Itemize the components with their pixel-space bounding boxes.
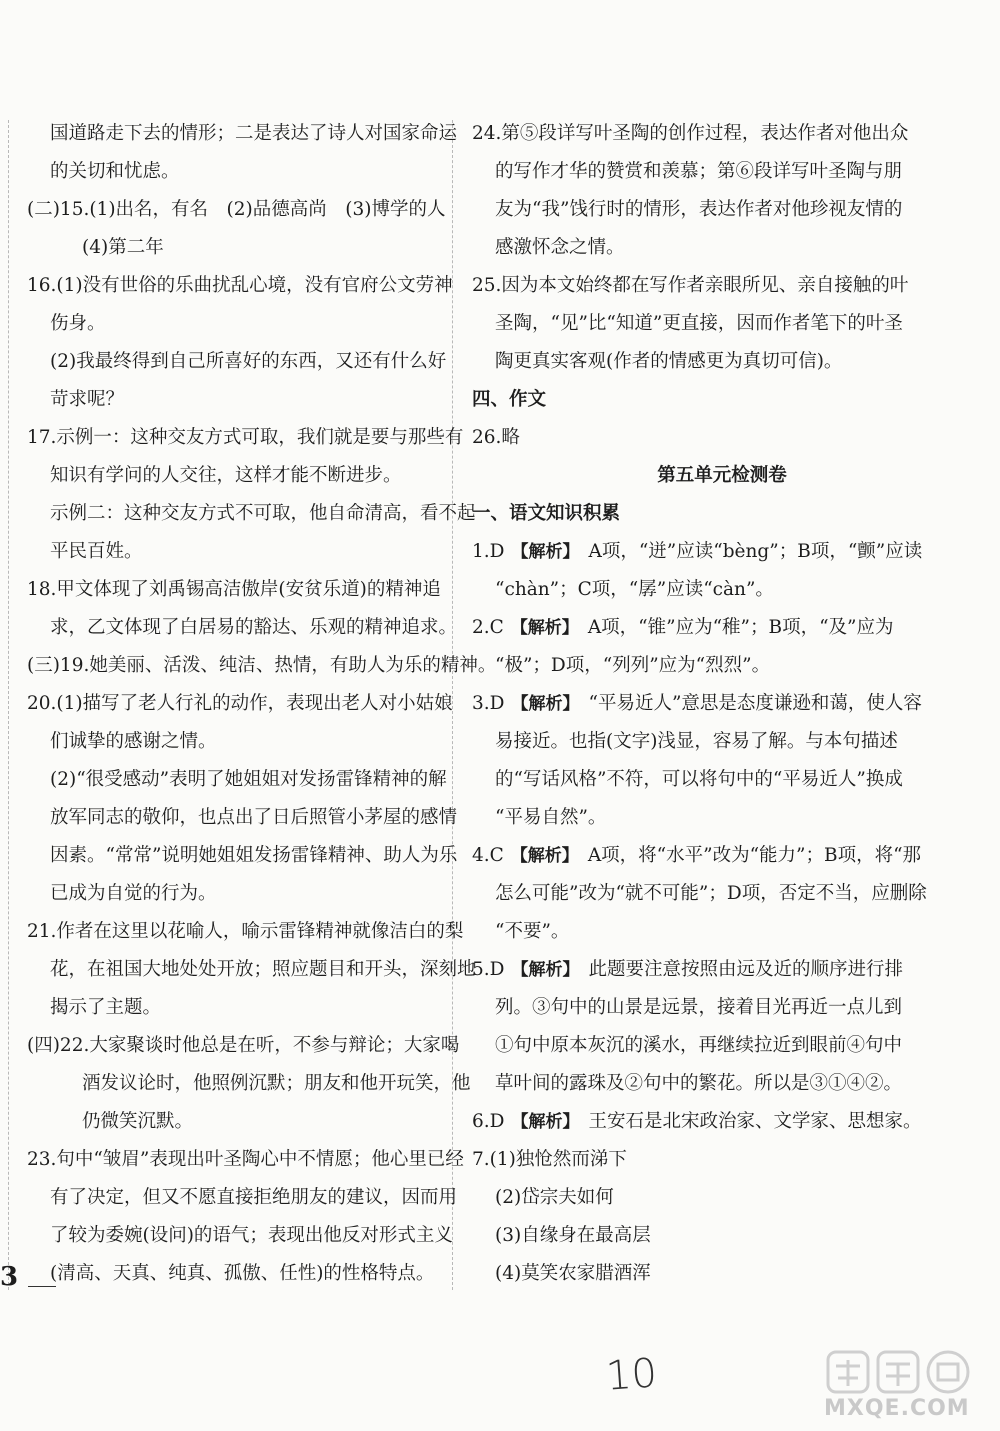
text-line (27, 1141, 464, 1179)
text-line (27, 723, 445, 761)
text-line (27, 305, 445, 343)
line-text: 圣陶，“见”比“知道”更直接，因而作者笔下的叶圣 (495, 313, 903, 334)
line-text: (清高、天真、纯真、孤傲、任性)的性格特点。 (50, 1263, 435, 1284)
text-line (472, 609, 972, 647)
line-text: “平易自然”。 (495, 807, 607, 828)
line-text: 已成为自觉的行为。 (50, 883, 217, 904)
line-text: 揭示了主题。 (50, 997, 162, 1018)
text-line (27, 609, 458, 647)
text-line (27, 875, 445, 913)
line-text: 的关切和忧虑。 (50, 161, 180, 182)
line-text: 易接近。也指(文字)浅显，容易了解。与本句描述 (495, 731, 898, 752)
text-line (27, 533, 445, 571)
line-text: 有了决定，但又不愿直接拒绝朋友的建议，因而用 (50, 1187, 458, 1208)
text-line (472, 1065, 972, 1103)
line-text: “chàn”；C项，“孱”应读“càn”。 (495, 579, 774, 600)
handwritten-note: 10 (604, 1350, 659, 1400)
text-line (472, 115, 972, 153)
page-number: 3 (0, 1262, 19, 1292)
text-line (472, 533, 972, 571)
analysis-tag: 【解析】 (511, 960, 580, 980)
text-line (27, 229, 445, 267)
line-text: 放军同志的敬仰，也点出了日后照管小茅屋的感情 (50, 807, 458, 828)
line-text: 20.(1)描写了老人行礼的动作，表现出老人对小姑娘 (27, 693, 453, 714)
line-text: 第五单元检测卷 (657, 465, 787, 486)
line-text: (2)我最终得到自己所喜好的东西，又还有什么好 (50, 351, 447, 372)
question-number: 6.D (472, 1111, 505, 1132)
text-line (27, 1103, 445, 1141)
line-text: 王安石是北宋政治家、文学家、思想家。 (588, 1111, 922, 1132)
analysis-tag: 【解析】 (511, 542, 580, 562)
line-text: (三)19.她美丽、活泼、纯洁、热情，有助人为乐的精神。 (27, 655, 497, 676)
line-text: (4)第二年 (82, 237, 164, 258)
line-text: A项，将“水平”改为“能力”；B项，将“那 (587, 845, 922, 866)
line-text: 26.略 (472, 427, 520, 448)
line-text: (2)“很受感动”表明了她姐姐对发扬雷锋精神的解 (50, 769, 447, 790)
line-text: 23.句中“皱眉”表现出叶圣陶心中不情愿；他心里已经 (27, 1149, 464, 1170)
line-text: 友为“我”饯行时的情形，表达作者对他珍视友情的 (495, 199, 903, 220)
line-text: 因素。“常常”说明她姐姐发扬雷锋精神、助人为乐 (50, 845, 458, 866)
line-text: 7.(1)独怆然而涕下 (472, 1149, 627, 1170)
line-text: (3)自缘身在最高层 (495, 1225, 651, 1246)
text-line (27, 913, 464, 951)
text-line (27, 1179, 458, 1217)
line-text: 陶更真实客观(作者的情感更为真切可信)。 (495, 351, 843, 372)
line-text: 求，乙文体现了白居易的豁达、乐观的精神追求。 (50, 617, 458, 638)
line-text: “极”；D项，“列列”应为“烈烈”。 (495, 655, 771, 676)
text-line (472, 913, 972, 951)
text-line (472, 837, 972, 875)
line-text: 18.甲文体现了刘禹锡高洁傲岸(安贫乐道)的精神追 (27, 579, 441, 600)
analysis-tag: 【解析】 (510, 846, 579, 866)
text-line (27, 989, 445, 1027)
text-line (27, 343, 445, 381)
text-line (472, 1179, 972, 1217)
line-text: 仍微笑沉默。 (82, 1111, 194, 1132)
line-text: 怎么可能”改为“就不可能”；D项，否定不当，应删除 (495, 883, 927, 904)
line-text: 酒发议论时，他照例沉默；朋友和他开玩笑，他 (82, 1073, 471, 1094)
text-line (472, 1141, 972, 1179)
text-line (472, 761, 972, 799)
line-text: 们诚挚的感谢之情。 (50, 731, 217, 752)
line-text: A项，“锥”应为“稚”；B项，“及”应为 (587, 617, 894, 638)
line-text: “平易近人”意思是态度谦逊和蔼，使人容 (588, 693, 922, 714)
text-line (472, 875, 972, 913)
text-line (27, 799, 458, 837)
line-text: 25.因为本文始终都在写作者亲眼所见、亲自接触的叶 (472, 275, 909, 296)
line-text: A项，“迸”应读“bèng”；B项，“颤”应读 (588, 541, 923, 562)
text-line (27, 191, 445, 229)
line-text: 的“写话风格”不符，可以将句中的“平易近人”换成 (495, 769, 903, 790)
analysis-tag: 【解析】 (511, 694, 580, 714)
line-text: 感激怀念之情。 (495, 237, 625, 258)
line-text: 一、语文知识积累 (472, 503, 621, 524)
right-column (472, 115, 972, 1293)
question-number: 2.C (472, 617, 504, 638)
text-line (27, 267, 453, 305)
line-text: (二)15.(1)出名，有名 (2)品德高尚 (3)博学的人 (27, 199, 446, 220)
line-text: 伤身。 (50, 313, 106, 334)
text-line (472, 191, 972, 229)
line-text: 平民百姓。 (50, 541, 143, 562)
line-text: 16.(1)没有世俗的乐曲扰乱心境，没有官府公文劳神 (27, 275, 453, 296)
text-line (472, 229, 972, 267)
text-line (27, 115, 458, 153)
text-line (472, 647, 972, 685)
line-text: 此题要注意按照由远及近的顺序进行排 (588, 959, 903, 980)
text-line (27, 419, 464, 457)
watermark-logo (812, 1346, 992, 1428)
text-line (472, 951, 972, 989)
line-text: 21.作者在这里以花喻人，喻示雷锋精神就像洁白的梨 (27, 921, 464, 942)
text-line (472, 799, 972, 837)
analysis-tag: 【解析】 (511, 1112, 580, 1132)
line-text: (4)莫笑农家腊酒浑 (495, 1263, 651, 1284)
line-text: 花，在祖国大地处处开放；照应题目和开头，深刻地 (50, 959, 476, 980)
text-line (472, 685, 972, 723)
line-text: “不要”。 (495, 921, 570, 942)
line-text: 列。③句中的山景是远景，接着目光再近一点儿到 (495, 997, 903, 1018)
text-line (472, 153, 972, 191)
question-number: 4.C (472, 845, 504, 866)
text-line (472, 457, 972, 495)
line-text: 17.示例一：这种交友方式可取，我们就是要与那些有 (27, 427, 464, 448)
text-line (472, 305, 972, 343)
watermark-logo-icon (812, 1346, 992, 1398)
line-text: 苛求呢？ (50, 389, 125, 410)
line-text: 24.第⑤段详写叶圣陶的创作过程，表达作者对他出众 (472, 123, 909, 144)
text-line (27, 1255, 445, 1293)
text-line (472, 1103, 972, 1141)
watermark-url: MXQE.COM (824, 1396, 970, 1421)
question-number: 3.D (472, 693, 505, 714)
line-text: 了较为委婉(设问)的语气；表现出他反对形式主义 (50, 1225, 453, 1246)
text-line (27, 685, 453, 723)
question-number: 1.D (472, 541, 505, 562)
line-text: (四)22.大家聚谈时他总是在听，不参与辩论；大家喝 (27, 1035, 460, 1056)
text-line (27, 153, 445, 191)
line-text: 国道路走下去的情形；二是表达了诗人对国家命运 (50, 123, 458, 144)
text-line (27, 951, 476, 989)
text-line (27, 837, 458, 875)
text-line (27, 647, 497, 685)
text-line (472, 723, 972, 761)
line-text: ①句中原本灰沉的溪水，再继续拉近到眼前④句中 (495, 1035, 903, 1056)
text-line (472, 571, 972, 609)
text-line (472, 495, 972, 533)
line-text: 的写作才华的赞赏和羡慕；第⑥段详写叶圣陶与朋 (495, 161, 903, 182)
line-text: 四、作文 (472, 389, 547, 410)
text-line (27, 1027, 460, 1065)
text-line (472, 381, 972, 419)
text-line (472, 343, 972, 381)
text-line (472, 267, 972, 305)
question-number: 5.D (472, 959, 505, 980)
text-line (27, 495, 476, 533)
line-text: 示例二：这种交友方式不可取，他自命清高，看不起 (50, 503, 476, 524)
text-line (27, 1065, 471, 1103)
text-line (472, 1027, 972, 1065)
text-line (27, 761, 445, 799)
text-line (472, 419, 972, 457)
line-text: 知识有学问的人交往，这样才能不断进步。 (50, 465, 402, 486)
analysis-tag: 【解析】 (510, 618, 579, 638)
page-number-rule (28, 1286, 56, 1287)
line-text: 草叶间的露珠及②句中的繁花。所以是③①④②。 (495, 1073, 903, 1094)
text-line (472, 989, 972, 1027)
line-text: (2)岱宗夫如何 (495, 1187, 614, 1208)
text-line (472, 1217, 972, 1255)
text-line (27, 571, 445, 609)
text-line (27, 381, 445, 419)
text-line (27, 1217, 453, 1255)
left-margin-divider (8, 120, 9, 1290)
text-line (472, 1255, 972, 1293)
text-line (27, 457, 445, 495)
